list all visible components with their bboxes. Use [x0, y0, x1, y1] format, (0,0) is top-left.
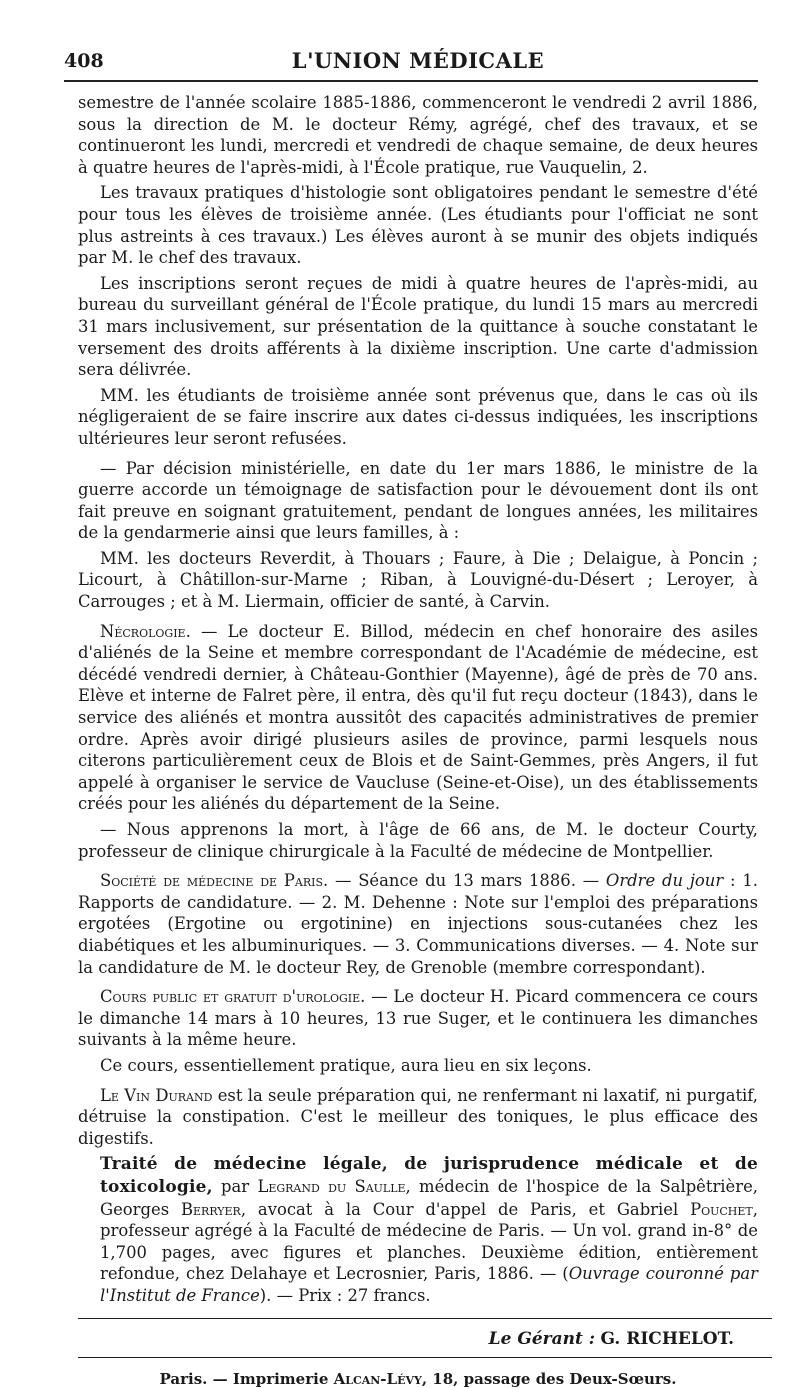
paragraph-docteurs-list: MM. les docteurs Reverdit, à Thouars ; Faure, à Die ; Delaigue, à Poncin ; Licourt, à Châtillon-sur-Marne ; Riban, à Louvigné-du-Désert ; Leroyer, à Carrouges ; et à M. Liermain, officier de santé, à Carvin.: [78, 548, 758, 612]
journal-title: L'UNION MÉDICALE: [291, 48, 545, 73]
printer-imprint: [78, 1370, 758, 1388]
societe-heading: Société de médecine de Paris.: [100, 871, 329, 891]
paragraph-cours-urologie: [78, 986, 758, 1051]
gerant-label: Le Gérant :: [488, 1329, 596, 1350]
gerant-name: G. RICHELOT.: [600, 1329, 734, 1350]
article-body: [78, 92, 758, 1306]
book-author-pouchet: Pouchet: [690, 1199, 753, 1219]
paragraph-vin-durand: [78, 1085, 758, 1150]
paragraph-semestre: semestre de l'année scolaire 1885-1886, commenceront le vendredi 2 avril 1886, sous la direction de M. le docteur Rémy, agrégé, chef des travaux, et se continueront les lundi, mercredi et vendredi de chaque semaine, de deux heures à quatre heures de l'après-midi, à l'École pratique, rue Vauquelin, 2.: [78, 93, 758, 177]
paragraph-courty: — Nous apprenons la mort, à l'âge de 66 ans, de M. le docteur Courty, professeur de clinique chirurgicale à la Faculté de médecine de Montpellier.: [78, 820, 758, 861]
vin-durand-text: est la seule préparation qui, ne renfermant ni laxatif, ni purgatif, détruise la constipation. C'est le meilleur des toniques, le plus efficace des digestifs.: [78, 1085, 758, 1148]
book-title: Traité de médecine légale, de jurisprudence médicale et de toxicologie,: [100, 1154, 758, 1197]
book-author-legrand: Legrand du Saulle: [257, 1176, 406, 1196]
necrologie-heading: Nécrologie.: [100, 621, 191, 641]
book-award: Ouvrage couronné par l'Institut de France: [100, 1264, 758, 1305]
societe-text-b: : 1. Rapports de candidature. — 2. M. Dehenne : Note sur l'emploi des préparations ergotées (Ergotine ou ergotinine) en injections sous-cutanées chez les diabétiques et les albuminuriques. — 3. Communications diverses. — 4. Note sur la candidature de M. le docteur Rey, de Grenoble (membre correspondant).: [78, 871, 758, 977]
page-header: [64, 40, 758, 80]
paragraph-necrologie: [78, 621, 758, 815]
paragraph-lecons: Ce cours, essentiellement pratique, aura lieu en six leçons.: [100, 1055, 592, 1075]
footer-rule-bottom: [78, 1357, 772, 1358]
printer-text-b: , 18, passage des Deux-Sœurs.: [421, 1370, 677, 1388]
paragraph-etudiants: MM. les étudiants de troisième année sont prévenus que, dans le cas où ils négligeraient de se faire inscrire aux dates ci-dessus indiquées, les inscriptions ultérieures leur seront refusées.: [78, 385, 758, 448]
paragraph-decision-ministerielle: — Par décision ministérielle, en date du 1er mars 1886, le ministre de la guerre accorde un témoignage de satisfaction pour le dévouement dont ils ont fait preuve en soignant gratuitement, pendant de longues années, les militaires de la gendarmerie ainsi que leurs familles, à :: [78, 458, 758, 543]
paragraph-travaux-pratiques: Les travaux pratiques d'histologie sont obligatoires pendant le semestre d'été pour tous les élèves de troisième année. (Les étudiants pour l'officiat ne sont plus astreints à ces travaux.) Les élèves auront à se munir des objets indiqués par M. le chef des travaux.: [78, 183, 758, 268]
ordre-du-jour: Ordre du jour: [605, 871, 724, 891]
necrologie-text: — Le docteur E. Billod, médecin en chef honoraire des asiles d'aliénés de la Seine et membre correspondant de l'Académie de médecine, est décédé vendredi dernier, à Château-Gonthier (Mayenne), âgé de près de 70 ans. Elève et interne de Falret père, il entra, dès qu'il fut reçu docteur (1843), dans le service des aliénés et montra aussitôt des capacités administratives de premier ordre. Après avoir dirigé plusieurs asiles de province, parmi lesquels nous citerons particulièrement ceux de Blois et de Saint-Gemmes, près Angers, il fut appelé à organiser le service de Vaucluse (Seine-et-Oise), un des établissements créés pour les aliénés du département de la Seine.: [78, 621, 758, 814]
page-number: 408: [64, 50, 104, 72]
footer-rules: [78, 1318, 758, 1358]
header-rule: [64, 80, 758, 82]
gerant-line: [78, 1329, 734, 1349]
book-text-3: , professeur agrégé à la Faculté de médecine de Paris. — Un vol. grand in-8° de 1,700 pages, avec figures et planches. Deuxième édition, entièrement refondue, chez Delahaye et Lecrosnier, Paris, 1886. — (: [100, 1199, 758, 1284]
cours-heading: Cours public et gratuit d'urologie.: [100, 987, 366, 1007]
footer-rule-top: [78, 1318, 772, 1319]
book-text-1: , médecin de l'hospice de la Salpêtrière, Georges: [100, 1176, 758, 1219]
printer-name: Alcan-Lévy: [333, 1370, 422, 1388]
societe-text-a: — Séance du 13 mars 1886. —: [328, 871, 606, 891]
paragraph-inscriptions: Les inscriptions seront reçues de midi à quatre heures de l'après-midi, au bureau du surveillant général de l'École pratique, du lundi 15 mars au mercredi 31 mars inclusivement, sur présentation de la quittance à souche constatant le versement des droits afférents à la dixième inscription. Une carte d'admission sera délivrée.: [78, 273, 758, 380]
book-text-2: , avocat à la Cour d'appel de Paris, et Gabriel: [240, 1199, 691, 1219]
printer-text-a: Paris. — Imprimerie: [159, 1370, 334, 1388]
book-advert: [78, 1153, 758, 1306]
cours-text: — Le docteur H. Picard commencera ce cours le dimanche 14 mars à 10 heures, 13 rue Suger, et le continuera les dimanches suivants à la même heure.: [78, 987, 758, 1050]
book-author-berryer: Berryer: [180, 1199, 241, 1219]
book-par: par: [212, 1176, 250, 1196]
book-text-4: ). — Prix : 27 francs.: [259, 1285, 431, 1305]
paragraph-societe: [78, 870, 758, 978]
vin-durand-heading: Le Vin Durand: [100, 1085, 213, 1105]
